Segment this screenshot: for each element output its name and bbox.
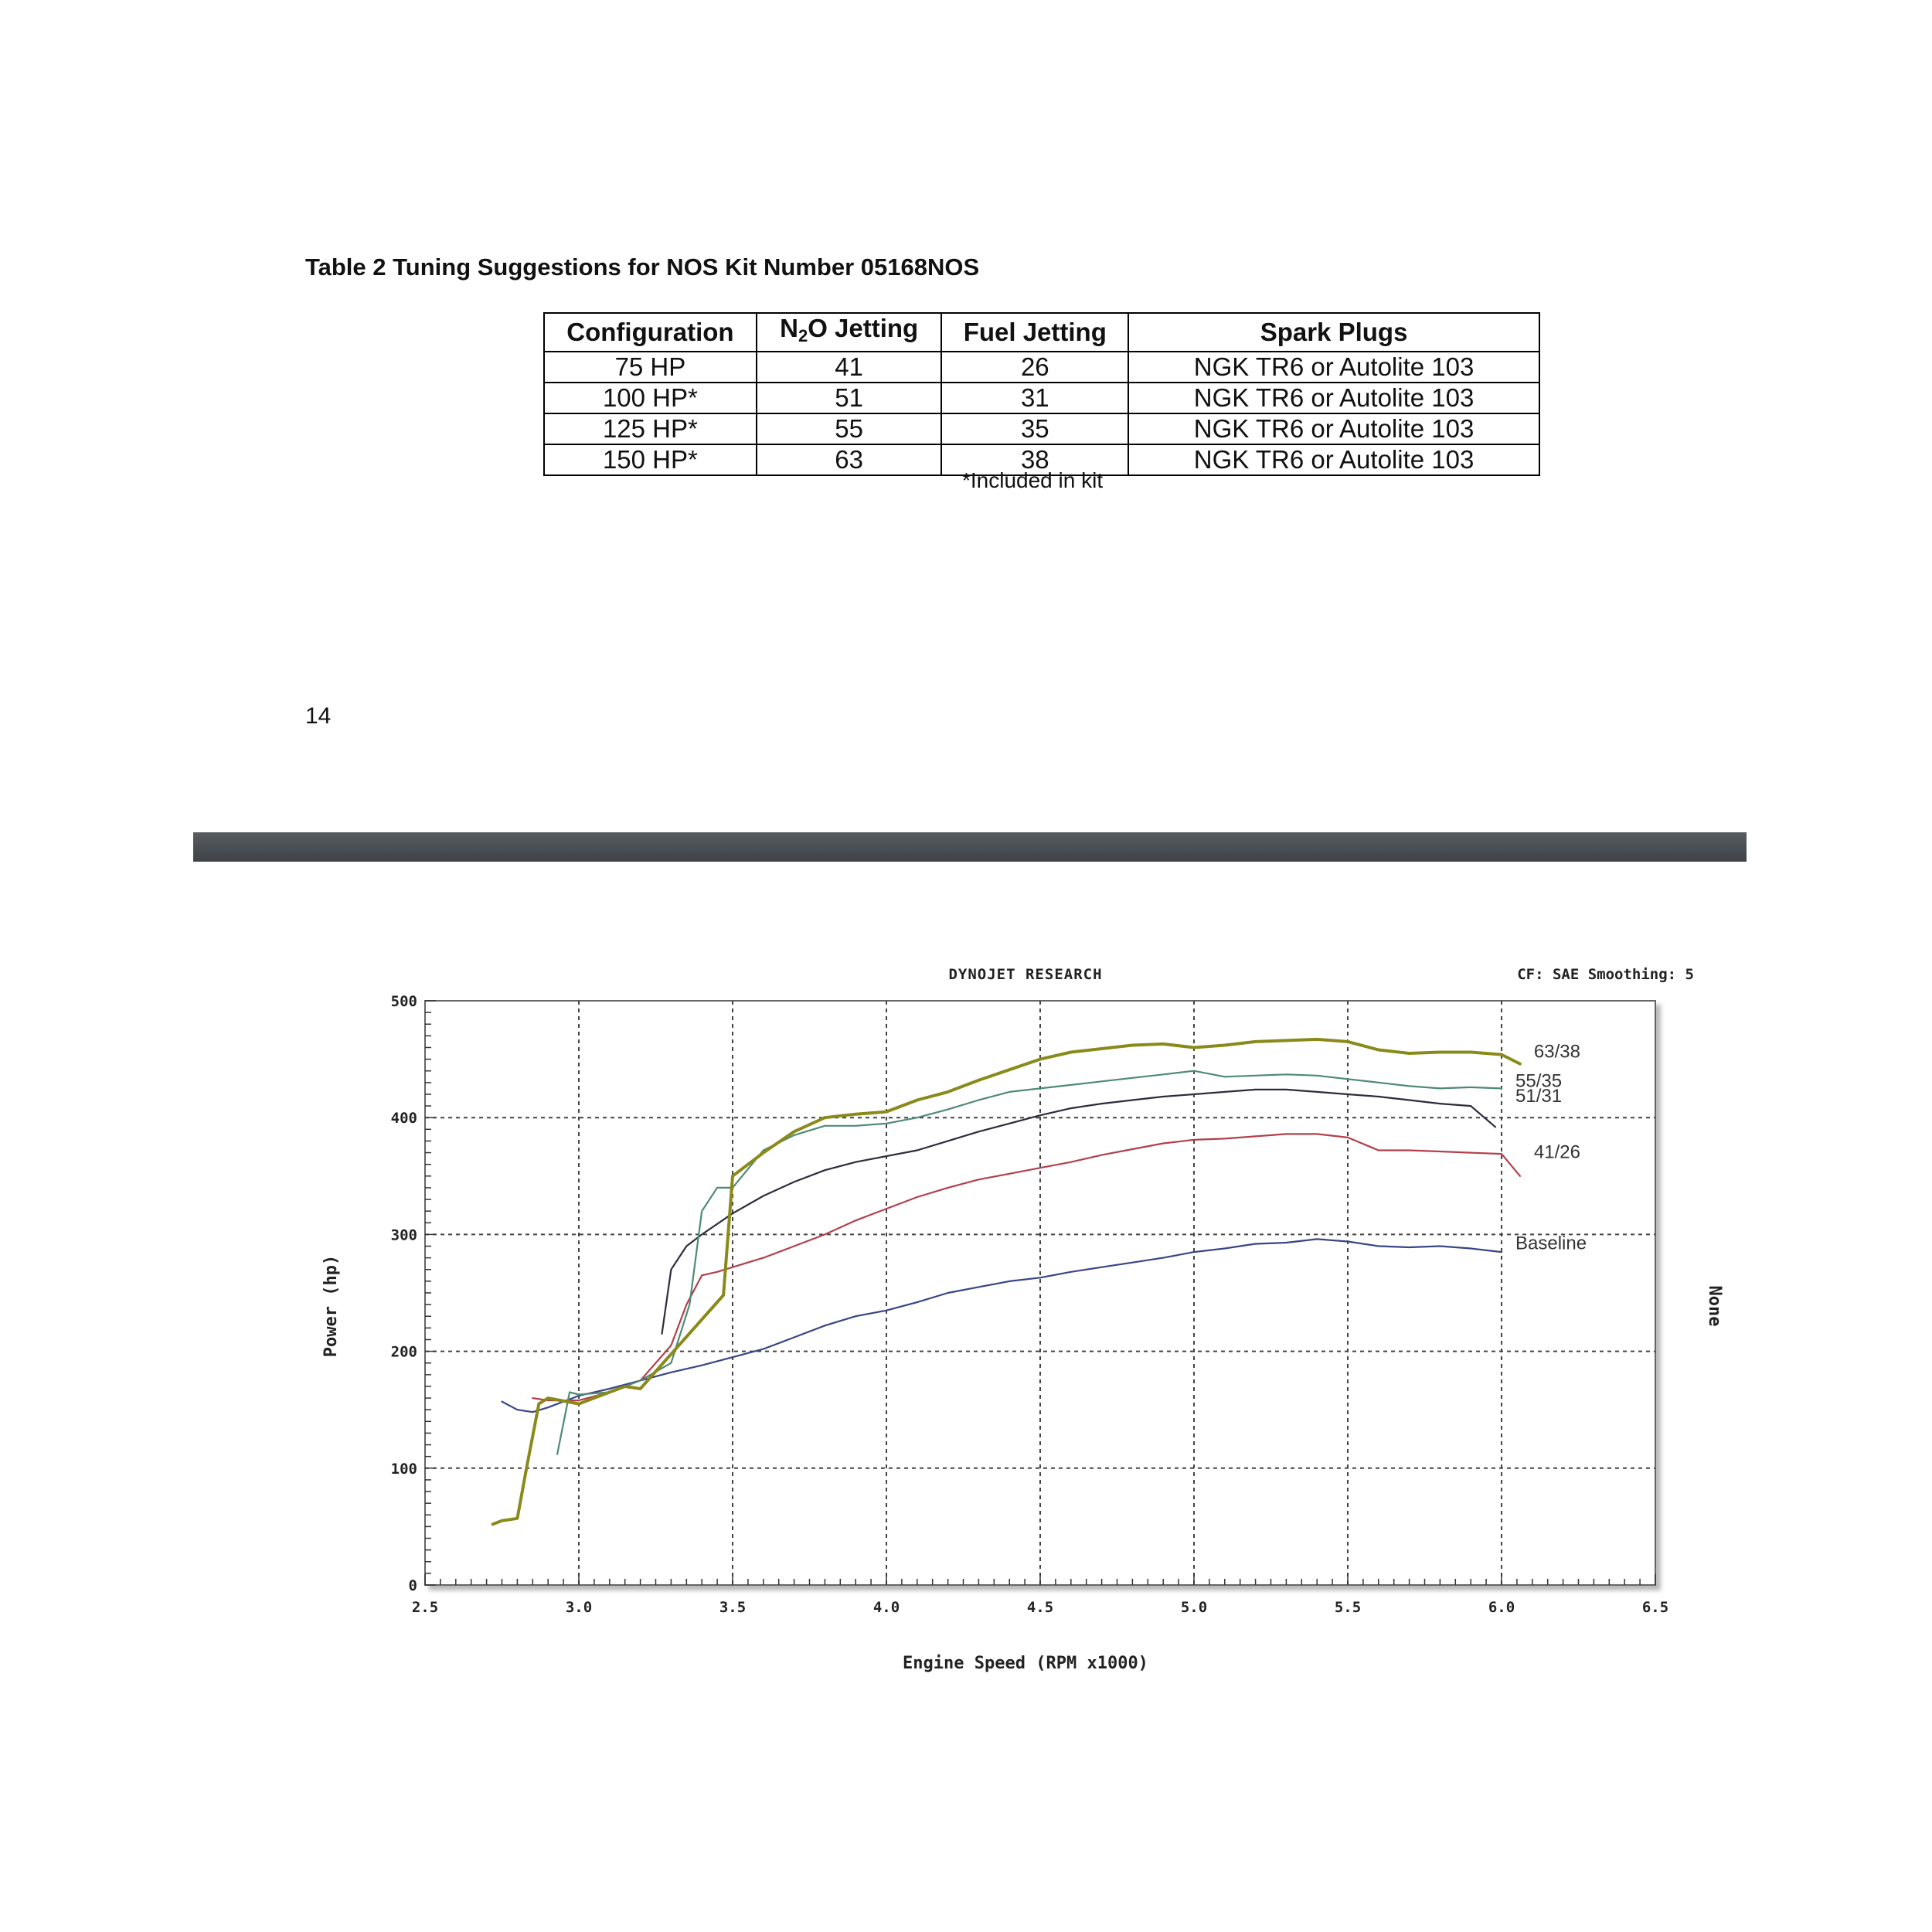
- header-configuration: Configuration: [544, 313, 757, 352]
- cell-configuration: 125 HP*: [544, 413, 757, 444]
- chart-title: DYNOJET RESEARCH: [948, 966, 1103, 983]
- right-axis-label: None: [1705, 1285, 1724, 1327]
- y-axis-label: Power (hp): [321, 1254, 341, 1358]
- series-label-41-26: 41/26: [1533, 1141, 1580, 1163]
- x-tick-label: 2.5: [411, 1599, 439, 1616]
- n2o-suffix: O Jetting: [808, 314, 919, 342]
- x-tick-label: 4.0: [872, 1599, 900, 1616]
- series-label-63-38: 63/38: [1533, 1041, 1580, 1063]
- page-number: 14: [305, 703, 332, 729]
- y-tick-label: 200: [390, 1343, 417, 1361]
- x-tick-label: 5.0: [1180, 1599, 1208, 1616]
- cell-plugs: NGK TR6 or Autolite 103: [1128, 413, 1539, 444]
- cell-fuel: 31: [941, 383, 1128, 413]
- series-label-55-35: 55/35: [1515, 1070, 1563, 1092]
- cell-n2o: 51: [757, 383, 942, 413]
- cell-n2o: 63: [757, 444, 942, 475]
- cell-n2o: 55: [757, 413, 942, 444]
- cell-plugs: NGK TR6 or Autolite 103: [1128, 383, 1539, 413]
- cell-plugs: NGK TR6 or Autolite 103: [1128, 444, 1539, 475]
- y-tick-labels: [391, 993, 417, 1594]
- cell-n2o: 41: [757, 352, 942, 383]
- cell-configuration: 75 HP: [544, 352, 757, 383]
- series-label-baseline: Baseline: [1515, 1233, 1587, 1254]
- chart-subtitle: CF: SAE Smoothing: 5: [1517, 966, 1694, 983]
- y-tick-label: 0: [408, 1577, 417, 1594]
- x-tick-label: 3.5: [719, 1599, 747, 1616]
- n2o-prefix: N: [780, 314, 798, 342]
- cell-fuel: 38: [941, 444, 1128, 475]
- x-tick-label: 6.5: [1641, 1599, 1669, 1616]
- series-label-51-31: 51/31: [1515, 1085, 1563, 1107]
- x-tick-labels: [412, 1599, 1668, 1616]
- x-tick-label: 4.5: [1026, 1599, 1054, 1616]
- cell-fuel: 35: [941, 413, 1128, 444]
- header-fuel-jetting: Fuel Jetting: [941, 313, 1128, 352]
- table-footnote: *Included in kit: [962, 468, 1104, 492]
- y-tick-label: 300: [390, 1226, 417, 1244]
- n2o-subscript: 2: [798, 326, 808, 345]
- table-caption: Table 2 Tuning Suggestions for NOS Kit Number 05168NOS: [305, 253, 980, 281]
- x-tick-label: 3.0: [565, 1599, 593, 1616]
- y-tick-label: 400: [390, 1110, 417, 1128]
- cell-configuration: 100 HP*: [544, 383, 757, 413]
- x-tick-label: 5.5: [1334, 1599, 1362, 1616]
- y-tick-label: 500: [390, 993, 417, 1010]
- y-tick-label: 100: [390, 1460, 417, 1478]
- cell-fuel: 26: [941, 352, 1128, 383]
- x-axis-label: Engine Speed (RPM x1000): [903, 1654, 1148, 1673]
- cell-configuration: 150 HP*: [544, 444, 757, 475]
- x-tick-label: 6.0: [1488, 1599, 1515, 1616]
- cell-plugs: NGK TR6 or Autolite 103: [1128, 352, 1539, 383]
- header-spark-plugs: Spark Plugs: [1128, 313, 1539, 352]
